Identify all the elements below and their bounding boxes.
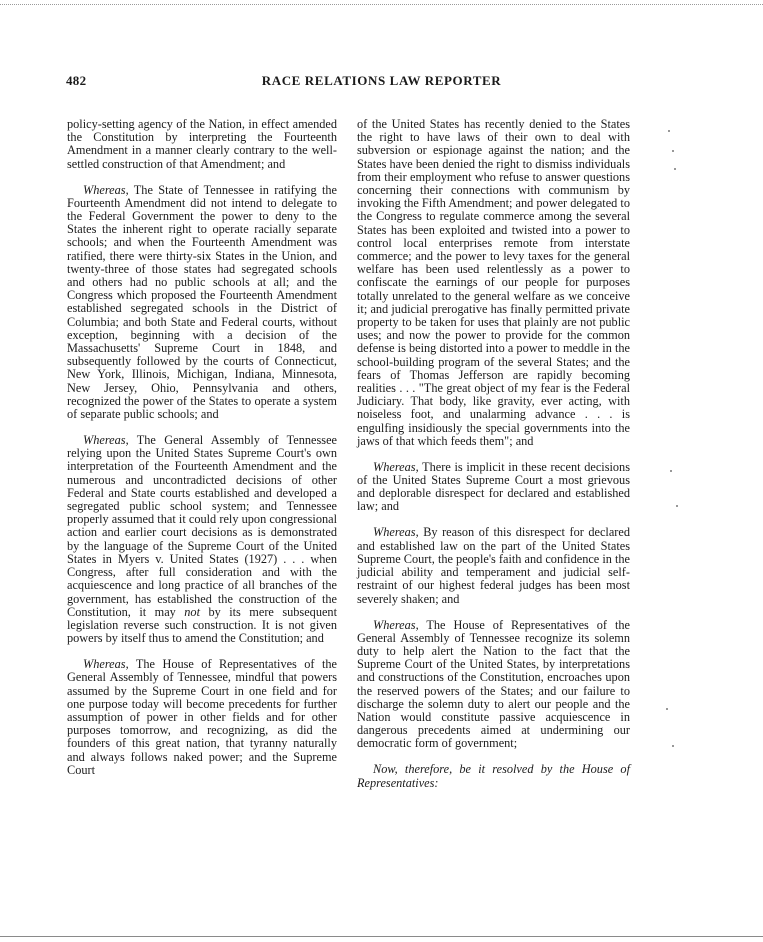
left-column bbox=[67, 118, 337, 777]
whereas-lead: Whereas, bbox=[373, 617, 419, 632]
paragraph-text: The House of Representatives of the General Assembly of Tennessee recognize its solemn duty to help alert the Nation to the fact that the Supreme Court of the United States, by interpretations and constructions of the Constitution, encroaches upon the reserved powers of the States; and our failure to discharge the solemn duty to alert our people and the Nation would constitute passive acquiescence in dangerous precedents aimed at undermining our democratic form of government; bbox=[357, 617, 630, 751]
paragraph-whereas-mindful bbox=[67, 658, 337, 777]
paragraph-text: The House of Representatives of the General Assembly of Tennessee, mindful that powers assumed by the Supreme Court in one field and for one purpose today will become precedents for further assumption of power in other fields and for other purposes tomorrow, and recognizing, as did the founders of this great nation, that tyranny naturally and always follows naked power; and the Supreme Court bbox=[67, 657, 337, 777]
paragraph-whereas-ratifying bbox=[67, 184, 337, 422]
emphasis-not: not bbox=[184, 604, 200, 619]
paragraph-whereas-solemn-duty bbox=[357, 619, 630, 751]
bottom-rule bbox=[0, 936, 763, 937]
paragraph-text: The State of Tennessee in ratifying the Fourteenth Amendment did not intend to delegate to the Federal Government the power to deny to the States the inherent right to operate racially separate schools; and when the Fourteenth Amendment was ratified, there were thirty-six States in the Union, and twenty-three of those states had segregated schools and others had no public schools at all; and the Congress which proposed the Fourteenth Amendment established segregated schools in the District of Columbia; and both State and Federal courts, without exception, beginning with a decision of the Massachusetts' Supreme Court in 1848, and subsequently followed by the courts of Connecticut, New York, Illinois, Michigan, Indiana, Minnesota, New Jersey, Ohio, Pennsylvania and others, recognized the power of the States to operate a system of separate public schools; and bbox=[67, 182, 337, 422]
paragraph-text: There is implicit in these recent decisions of the United States Supreme Court a most grievous and deplorable disrespect for declared and established law; and bbox=[357, 459, 630, 514]
paragraph-whereas-relying bbox=[67, 434, 337, 645]
running-head: RACE RELATIONS LAW REPORTER bbox=[261, 73, 502, 88]
paragraph-continued: policy-setting agency of the Nation, in effect amended the Constitution by interpreting the Fourteenth Amendment in a manner clearly contrary to the well-settled construction of that Amendment; and bbox=[67, 117, 337, 171]
whereas-lead: Whereas, bbox=[83, 182, 129, 197]
scan-specks bbox=[660, 120, 690, 760]
whereas-lead: Whereas, bbox=[83, 657, 129, 672]
paragraph-whereas-disrespect bbox=[357, 526, 630, 605]
whereas-lead: Whereas, bbox=[373, 525, 419, 540]
right-column bbox=[357, 118, 630, 790]
paragraph-text: by its mere subsequent legislation reverse such construction. It is not given powers by itself thus to amend the Constitution; and bbox=[67, 604, 337, 646]
paragraph-whereas-implicit bbox=[357, 461, 630, 514]
top-dotted-rule bbox=[0, 4, 763, 5]
page-number: 482 bbox=[66, 73, 87, 88]
paragraph-continued: of the United States has recently denied to the States the right to have laws of their own to deal with subversion or espionage against the nation; and the States have been denied the right to dismiss individuals from their employment who refuse to answer questions concerning their connections with communism by invoking the Fifth Amendment; and power delegated to the Congress to regulate commerce among the several States has been exploited and twisted into a power to control local enterprises remote from interstate commerce; and the power to levy taxes for the general welfare has been used relentlessly as a power to confiscate the earnings of our people for purposes totally unrelated to the general welfare as we conceive it; and judicial prerogative has finally permitted private property to be taken for uses that plainly are not public uses; and now the power to provide for the common defense is being distorted into a power to meddle in the school-building program of the several States; and the fears of Thomas Jefferson are rapidly becoming realities . . . "The great object of my fear is the Federal Judiciary. That body, like gravity, ever acting, with noiseless foot, and unalarming advance . . . is engulfing insidiously the special governments into the jaws of that which feeds them"; and bbox=[357, 117, 630, 448]
paragraph-text: By reason of this disrespect for declared and established law on the part of the United States Supreme Court, the people's faith and confidence in the judicial ability and temperament and judicial self-restraint of our highest federal judges has been most severely shaken; and bbox=[357, 525, 631, 606]
paragraph-text: The General Assembly of Tennessee relying upon the United States Supreme Court's own interpretation of the Fourteenth Amendment and the numerous and uncontradicted decisions of other Federal and State courts established and developed a segregated public school system; and Tennessee properly assumed that it could rely upon congressional action and earlier court decisions as is demonstrated by the language of the Supreme Court of the United States in Myers v. United States (1927) . . . when Congress, after full consideration and with the acquiescence and long practice of all branches of the government, has established the construction of the Constitution, it may bbox=[67, 433, 337, 619]
whereas-lead: Whereas, bbox=[373, 459, 419, 474]
resolution-clause: Now, therefore, be it resolved by the House of Representatives: bbox=[357, 762, 630, 790]
whereas-lead: Whereas, bbox=[83, 433, 129, 448]
